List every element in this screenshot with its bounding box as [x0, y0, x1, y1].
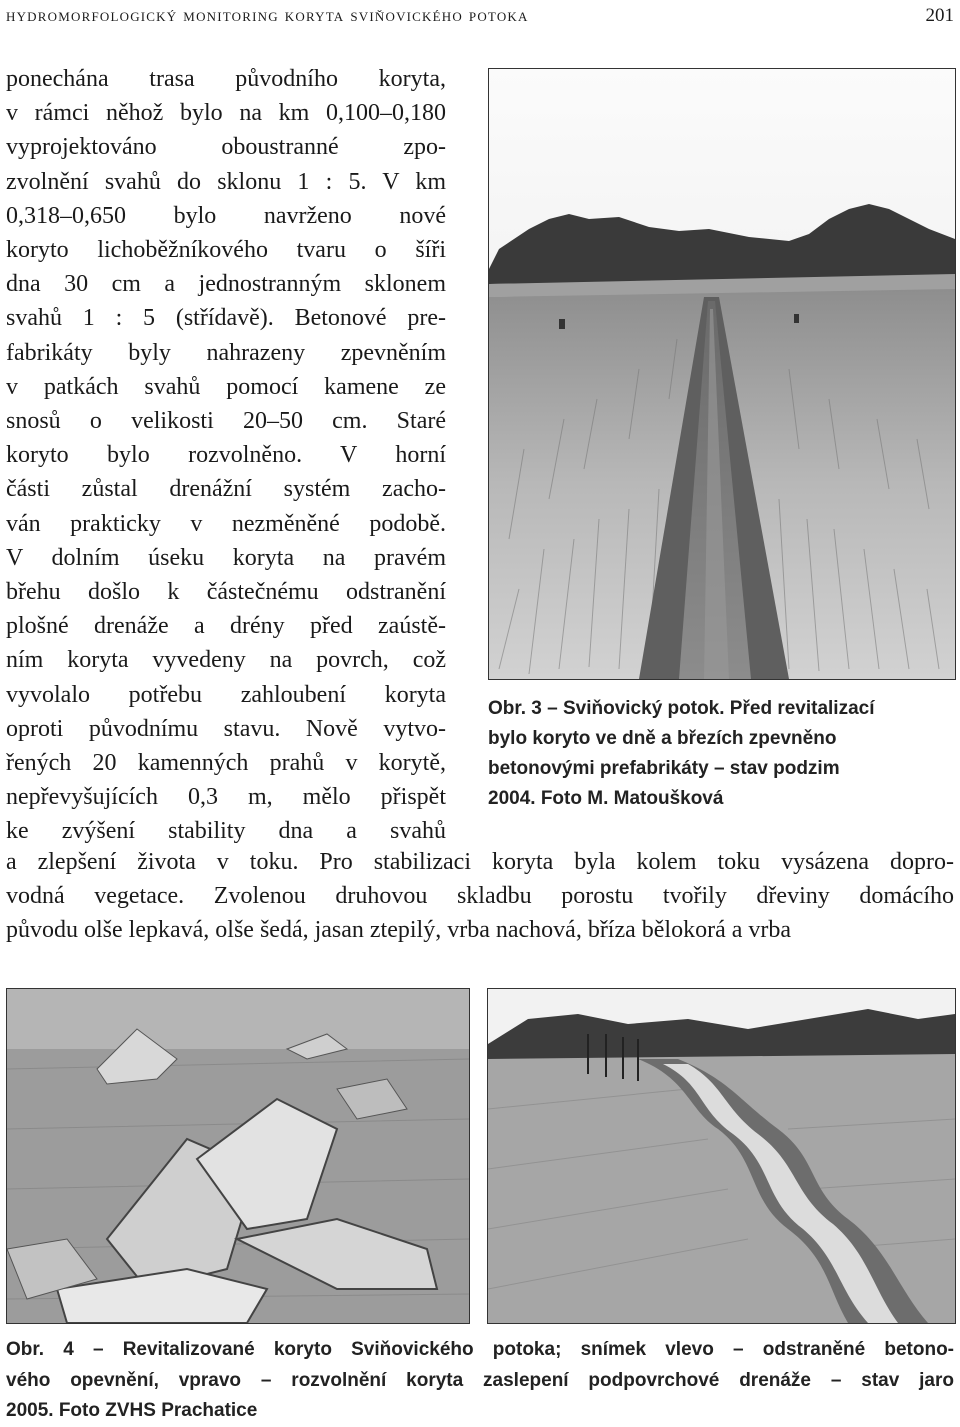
text-line: vodná vegetace. Zvolenou druhovou skladbu porostu tvořily dřeviny domácího	[6, 883, 954, 910]
figure3-caption	[488, 694, 954, 814]
text-line: ván prakticky v nezměněné podobě.	[6, 510, 446, 537]
caption-line: vého opevnění, vpravo – rozvolnění koryta zaslepení podpovrchové drenáže – stav jaro	[6, 1369, 954, 1391]
figure4-left-photo	[6, 988, 470, 1324]
caption-line: Obr. 4 – Revitalizované koryto Sviňovického potoka; snímek vlevo – odstraněné betono-	[6, 1339, 954, 1360]
text-line: V dolním úseku koryta na pravém	[6, 544, 446, 571]
figure3-photo	[488, 68, 956, 680]
text-line: dna 30 cm a jednostranným sklonem	[6, 271, 446, 298]
running-title: hydromorfologický monitoring koryta sviňovického potoka	[6, 5, 529, 26]
text-line: původu olše lepkavá, olše šedá, jasan ztepilý, vrba nachová, bříza bělokorá a vrba	[6, 917, 792, 944]
text-line: koryto bylo rozvolněno. V horní	[6, 442, 446, 469]
body-text-full-width	[6, 845, 954, 948]
text-line: 0,318–0,650 bylo navrženo nové	[6, 202, 446, 229]
text-line: ním koryta vyvedeny na povrch, což	[6, 647, 446, 674]
text-line: v rámci něhož bylo na km 0,100–0,180	[6, 100, 446, 127]
figure4-right-photo	[487, 988, 956, 1324]
figure4-caption	[6, 1335, 954, 1427]
text-line: koryto lichoběžníkového tvaru o šíři	[6, 237, 446, 264]
text-line: snosů o velikosti 20–50 cm. Staré	[6, 408, 446, 435]
text-line: oproti původnímu stavu. Nově vytvo-	[6, 715, 446, 742]
text-line: zvolnění svahů do sklonu 1 : 5. V km	[6, 168, 446, 195]
stream-channel-image	[489, 69, 955, 679]
concrete-slabs-image	[7, 989, 469, 1323]
page-number: 201	[925, 5, 954, 26]
text-line: v patkách svahů pomocí kamene ze	[6, 373, 446, 400]
caption-line: 2004. Foto M. Matoušková	[488, 788, 724, 809]
text-line: části zůstal drenážní systém zacho-	[6, 476, 446, 503]
text-line: ke zvýšení stability dna a svahů	[6, 818, 446, 845]
revitalized-channel-image	[488, 989, 955, 1323]
text-line: vyvolalo potřebu zahloubení koryta	[6, 681, 446, 708]
caption-line: betonovými prefabrikáty – stav podzim	[488, 758, 840, 779]
text-line: řených 20 kamenných prahů v korytě,	[6, 750, 446, 777]
text-line: plošné drenáže a drény před zaústě-	[6, 613, 446, 640]
body-text-column	[6, 62, 446, 849]
text-line: svahů 1 : 5 (střídavě). Betonové pre-	[6, 305, 446, 332]
running-header	[6, 4, 954, 28]
caption-line: bylo koryto ve dně a březích zpevněno	[488, 728, 837, 749]
text-line: břehu došlo k částečnému odstranění	[6, 579, 446, 606]
text-line: vyprojektováno oboustranné zpo-	[6, 134, 446, 161]
text-line: a zlepšení života v toku. Pro stabilizaci koryta byla kolem toku vysázena dopro-	[6, 849, 954, 875]
text-line: ponechána trasa původního koryta,	[6, 66, 446, 92]
caption-line: 2005. Foto ZVHS Prachatice	[6, 1400, 258, 1421]
caption-line: Obr. 3 – Sviňovický potok. Před revitalizací	[488, 698, 875, 719]
text-line: nepřevyšujících 0,3 m, mělo přispět	[6, 784, 446, 811]
text-line: fabrikáty byly nahrazeny zpevněním	[6, 339, 446, 366]
